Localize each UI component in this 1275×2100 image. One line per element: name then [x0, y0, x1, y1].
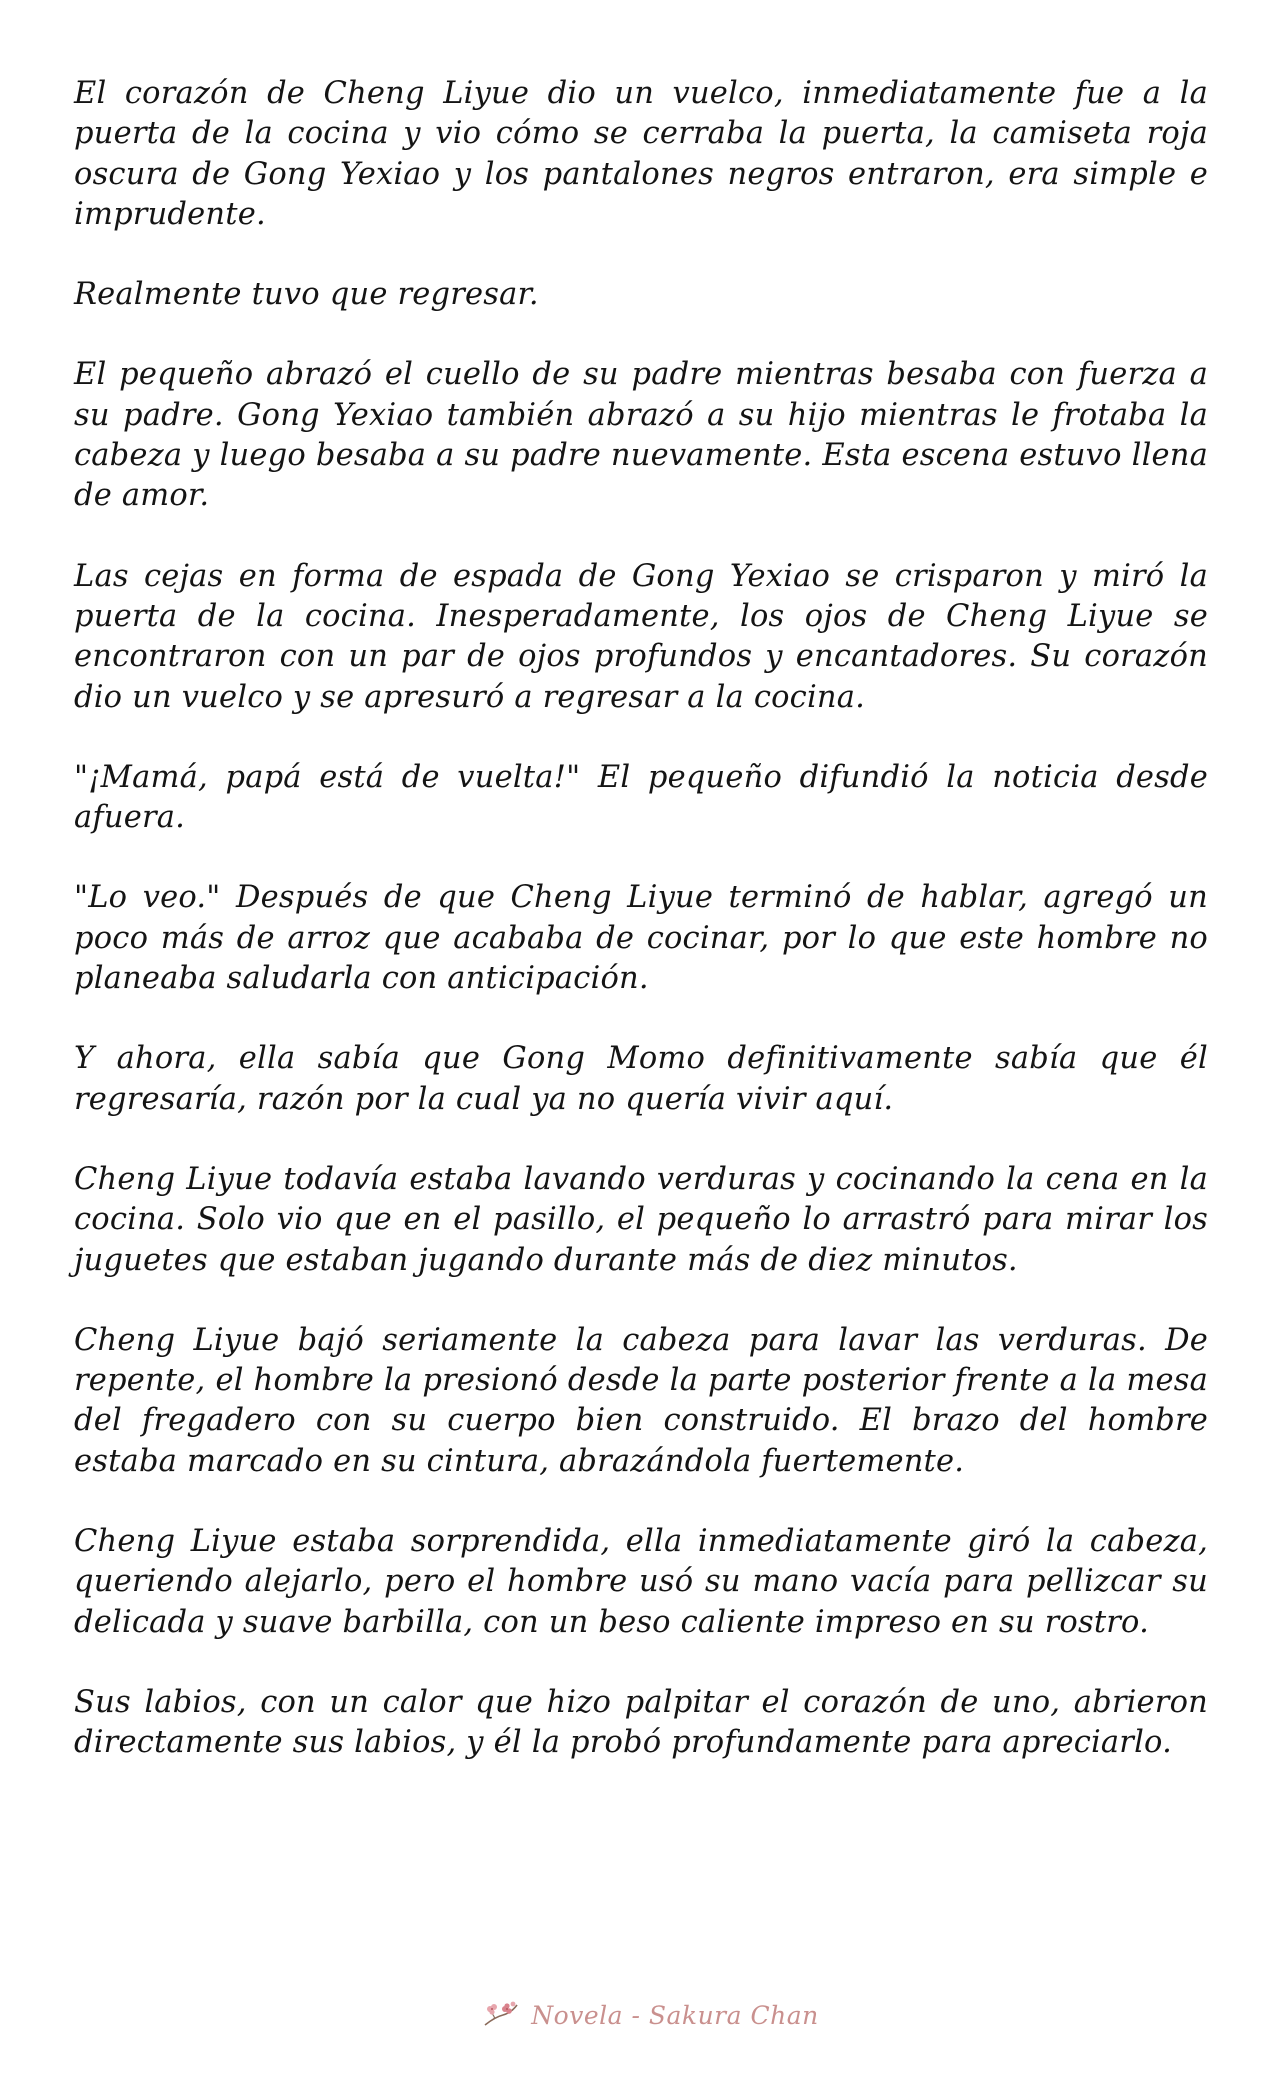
paragraph-1: El corazón de Cheng Liyue dio un vuelco, inmediatamente fue a la puerta de la cocina y vio cómo se cerraba la puerta, la camiseta roja oscura de Gong Yexiao y los pantalones negros entraron, era simple e imprudente. — [74, 76, 1208, 232]
document-body — [74, 74, 1208, 1804]
paragraph-4: Las cejas en forma de espada de Gong Yexiao se crisparon y miró la puerta de la cocina. Inesperadamente, los ojos de Cheng Liyue se encontraron con un par de ojos profundos y encantadores. Su corazón dio un vuelco y se apresuró a regresar a la cocina. — [74, 558, 1208, 715]
paragraph-10: Cheng Liyue estaba sorprendida, ella inmediatamente giró la cabeza, queriendo alejarlo, pero el hombre usó su mano vacía para pellizcar su delicada y suave barbilla, con un beso caliente impreso en su rostro. — [74, 1524, 1208, 1640]
paragraph-3: El pequeño abrazó el cuello de su padre mientras besaba con fuerza a su padre. Gong Yexiao también abrazó a su hijo mientras le frotaba la cabeza y luego besaba a su padre nuevamente. Esta escena estuvo llena de amor. — [74, 357, 1208, 514]
paragraph-6: "Lo veo." Después de que Cheng Liyue terminó de hablar, agregó un poco más de arroz que acababa de cocinar, por lo que este hombre no planeaba saludarla con anticipación. — [74, 880, 1208, 997]
paragraph-9: Cheng Liyue bajó seriamente la cabeza para lavar las verduras. De repente, el hombre la presionó desde la parte posterior frente a la mesa del fregadero con su cuerpo bien construido. El brazo del hombre estaba marcado en su cintura, abrazándola fuertemente. — [74, 1322, 1208, 1479]
paragraph-8: Cheng Liyue todavía estaba lavando verduras y cocinando la cena en la cocina. Solo vio que en el pasillo, el pequeño lo arrastró para mirar los juguetes que estaban jugando durante más de diez minutos. — [74, 1161, 1208, 1278]
cherry-blossom-icon — [481, 1995, 521, 2035]
paragraph-5: "¡Mamá, papá está de vuelta!" El pequeño difundió la noticia desde afuera. — [74, 759, 1208, 836]
watermark-text: Novela - Sakura Chan — [531, 2000, 819, 2030]
footer-watermark — [460, 1985, 840, 2045]
paragraph-2: Realmente tuvo que regresar. — [74, 277, 539, 313]
paragraph-11: Sus labios, con un calor que hizo palpitar el corazón de uno, abrieron directamente sus labios, y él la probó profundamente para apreciarlo. — [74, 1684, 1208, 1761]
paragraph-7: Y ahora, ella sabía que Gong Momo definitivamente sabía que él regresaría, razón por la cual ya no quería vivir aquí. — [74, 1041, 1208, 1117]
